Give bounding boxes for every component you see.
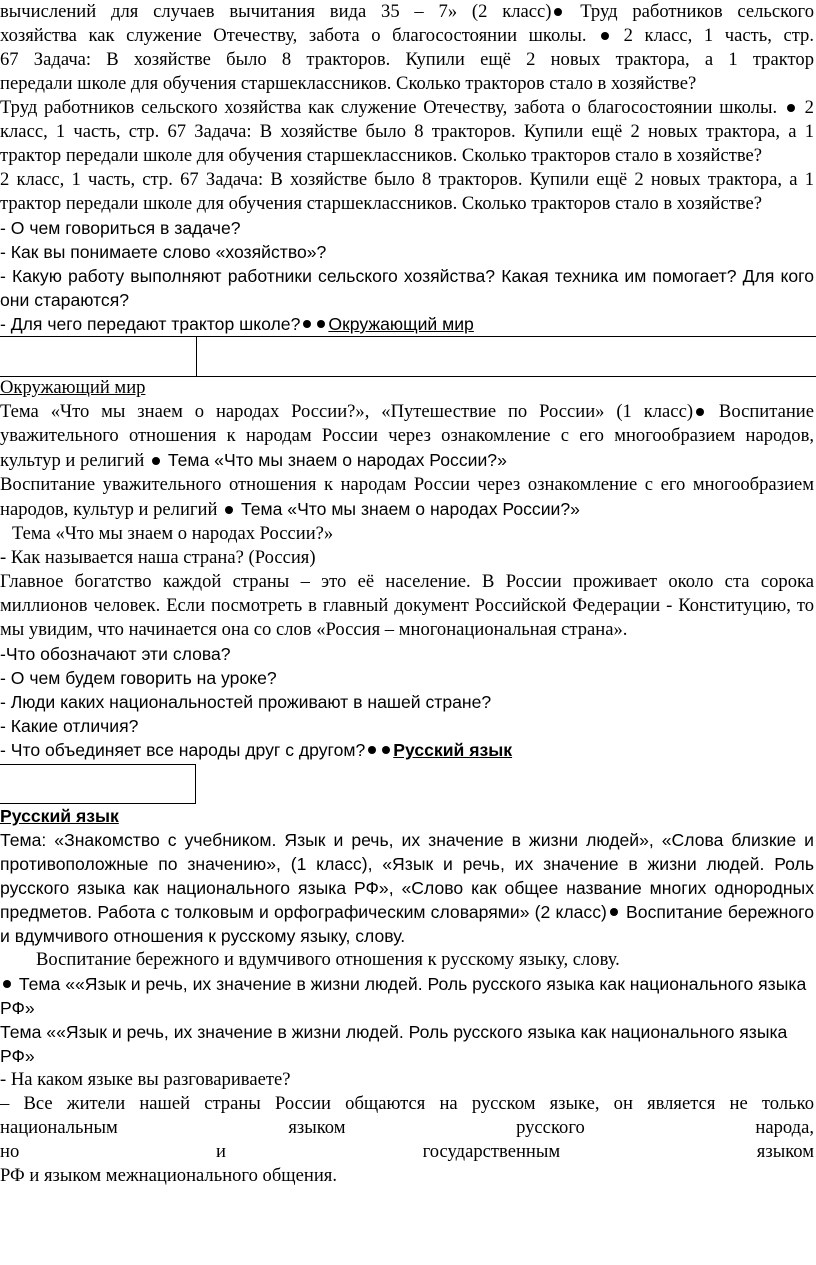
table-cell — [0, 336, 196, 377]
bullet-icon — [3, 980, 11, 988]
bullet-icon — [303, 320, 311, 328]
table-cell — [0, 764, 196, 804]
question: -Что обозначают эти слова? — [0, 644, 231, 664]
table-cell — [196, 336, 816, 377]
section-heading: Русский язык — [0, 806, 119, 826]
bullet-icon — [601, 32, 609, 40]
paragraph-line: но и государственным языком — [0, 1141, 814, 1162]
paragraph-line: РФ и языком межнационального общения. — [0, 1165, 337, 1186]
paragraph-line: – Все жители нашей страны России общаются на русском языке, он является не только — [0, 1093, 814, 1114]
paragraph: Главное богатство каждой страны – это её население. В России проживает около ста сорока миллионов человек. Если посмотреть в главный документ Российской Федерации - Конституцию, то мы увидим, что начинается она со слов «Россия – многонациональная страна». — [0, 571, 814, 640]
question: - О чем говориться в задаче? — [0, 218, 241, 238]
paragraph-line: вычислений для случаев вычитания вида 35 – 7» (2 класс) Труд работников сельского — [0, 1, 814, 22]
question: - Какие отличия? — [0, 716, 139, 736]
paragraph-line: передали школе для обучения старшеклассников. Сколько тракторов стало в хозяйстве? — [0, 73, 697, 94]
paragraph: Тема «Что мы знаем о народах России?» — [12, 523, 334, 544]
table-fragment — [0, 336, 816, 376]
paragraph: Тема: «Знакомство с учебником. Язык и речь, их значение в жизни людей», «Слова близкие и противоположные по значению», (1 класс), «Язык и речь, их значение в жизни людей. Роль русского языка как национального языка РФ», «Слово как общее название многих однородных предметов. Работа с толковым и орфографическим словарями» (2 класс) Воспитание бережного и вдумчивого отношения к русскому языку, слову. — [0, 830, 814, 946]
bullet-icon — [610, 908, 618, 916]
paragraph-line: хозяйства как служение Отечеству, забота о благосостоянии школы. 2 класс, 1 часть, стр. — [0, 25, 814, 46]
paragraph: 2 класс, 1 часть, стр. 67 Задача: В хозяйстве было 8 тракторов. Купили ещё 2 новых трактора, а 1 трактор передали школе для обучения старшеклассников. Сколько тракторов стало в хозяйстве? — [0, 169, 814, 214]
link-okruzhayushchiy-mir[interactable]: Окружающий мир — [328, 314, 474, 334]
paragraph: Воспитание уважительного отношения к народам России через ознакомление с его многообразием народов, культур и религий Тема «Что мы знаем о народах России?» — [0, 474, 814, 520]
question-list — [0, 216, 816, 336]
bullet-icon — [368, 746, 376, 754]
question: - Люди каких национальностей проживают в нашей стране? — [0, 692, 492, 712]
bullet-icon — [787, 104, 795, 112]
question: - Для чего передают трактор школе? Окружающий мир — [0, 314, 474, 334]
bullet-icon — [382, 746, 390, 754]
link-russkiy-yazyk[interactable]: Русский язык — [393, 740, 513, 760]
bullet-icon — [152, 457, 160, 465]
bullet-icon — [317, 320, 325, 328]
bullet-icon — [225, 506, 233, 514]
question: - На каком языке вы разговариваете? — [0, 1069, 291, 1090]
paragraph: Тема ««Язык и речь, их значение в жизни людей. Роль русского языка как национального языка РФ» — [0, 974, 807, 1018]
question: - Что объединяет все народы друг с другом? Русский язык — [0, 740, 513, 760]
question: - О чем будем говорить на уроке? — [0, 668, 277, 688]
paragraph: Тема «Что мы знаем о народах России?», «Путешествие по России» (1 класс) Воспитание уважительного отношения к народам России через ознакомление с его многообразием народов, культур и религий Тема «Что мы знаем о народах России?» — [0, 401, 814, 471]
section-heading: Окружающий мир — [0, 377, 146, 398]
question: - Как вы понимаете слово «хозяйство»? — [0, 242, 327, 262]
paragraph: Тема ««Язык и речь, их значение в жизни людей. Роль русского языка как национального языка РФ» — [0, 1022, 788, 1066]
bullet-icon — [554, 8, 562, 16]
bullet-icon — [696, 408, 704, 416]
question-list — [0, 642, 816, 762]
paragraph: Труд работников сельского хозяйства как служение Отечеству, забота о благосостоянии школы. 2 класс, 1 часть, стр. 67 Задача: В хозяйстве было 8 тракторов. Купили ещё 2 новых трактора, а 1 трактор передали школе для обучения старшеклассников. Сколько тракторов стало в хозяйстве? — [0, 97, 814, 166]
question: - Какую работу выполняют работники сельского хозяйства? Какая техника им помогает? Для кого они стараются? — [0, 266, 814, 310]
question: - Как называется наша страна? (Россия) — [0, 547, 316, 568]
paragraph-line: национальным языком русского народа, — [0, 1117, 814, 1138]
paragraph-line: 67 Задача: В хозяйстве было 8 тракторов. Купили ещё 2 новых трактора, а 1 трактор — [0, 49, 814, 70]
paragraph: Воспитание бережного и вдумчивого отношения к русскому языку, слову. — [36, 949, 620, 970]
